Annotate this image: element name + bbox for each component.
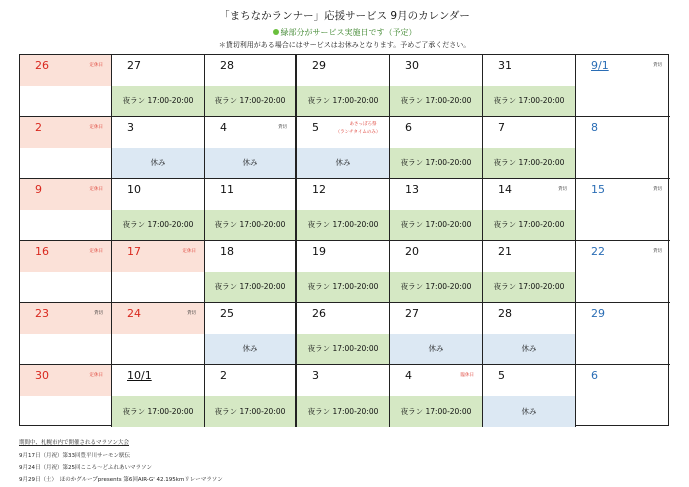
calendar-day-cell (112, 365, 205, 427)
calendar-day-cell (20, 117, 112, 179)
service-day-block: 夜ラン 17:00-20:00 (483, 86, 575, 117)
calendar-day-cell (112, 179, 205, 241)
service-day-block: 夜ラン 17:00-20:00 (205, 396, 295, 427)
day-header (20, 303, 111, 334)
calendar-day-cell (20, 241, 112, 303)
day-header (483, 55, 575, 86)
calendar-day-cell (112, 303, 205, 365)
day-number: 23 (35, 307, 49, 320)
day-number: 10/1 (127, 369, 152, 382)
calendar-day-cell (483, 303, 576, 365)
day-number: 28 (498, 307, 512, 320)
rest-day-block: 休み (297, 148, 389, 179)
day-note-line: （ランチタイムのみ） (335, 130, 381, 135)
day-note (297, 121, 389, 137)
day-number: 15 (591, 183, 605, 196)
calendar-day-cell (297, 241, 390, 303)
service-day-block: 夜ラン 17:00-20:00 (390, 148, 482, 179)
calendar-day-cell (390, 303, 483, 365)
day-number: 26 (312, 307, 326, 320)
service-day-block: 夜ラン 17:00-20:00 (297, 210, 389, 241)
legend-text: 緑部分がサービス実施日です（予定） (280, 28, 417, 37)
calendar-day-cell (390, 365, 483, 427)
day-number: 4 (220, 121, 227, 134)
day-header (576, 365, 670, 396)
calendar-day-cell (483, 241, 576, 303)
calendar-day-cell (205, 179, 297, 241)
green-dot-icon (273, 29, 279, 35)
calendar-day-cell (390, 241, 483, 303)
page-title: 「まちなかランナー」応援サービス 9月のカレンダー (219, 10, 470, 22)
day-header (390, 365, 482, 396)
service-day-block: 夜ラン 17:00-20:00 (297, 396, 389, 427)
day-tag: 定休日 (89, 187, 103, 192)
day-number: 10 (127, 183, 141, 196)
day-number: 19 (312, 245, 326, 258)
day-tag: 定休日 (89, 373, 103, 378)
day-header (576, 55, 670, 86)
day-number: 31 (498, 59, 512, 72)
day-header (576, 117, 670, 148)
day-header (205, 365, 295, 396)
day-header (390, 179, 482, 210)
calendar-day-cell (20, 303, 112, 365)
calendar-day-cell (576, 55, 670, 117)
day-header (483, 303, 575, 334)
day-tag: 貸切 (94, 311, 103, 316)
service-day-block: 夜ラン 17:00-20:00 (205, 272, 295, 303)
day-header (112, 303, 204, 334)
day-number: 8 (591, 121, 598, 134)
service-day-block: 夜ラン 17:00-20:00 (205, 210, 295, 241)
day-number: 6 (591, 369, 598, 382)
service-day-block: 夜ラン 17:00-20:00 (112, 210, 204, 241)
calendar-day-cell (390, 55, 483, 117)
service-day-block: 夜ラン 17:00-20:00 (483, 148, 575, 179)
day-number: 16 (35, 245, 49, 258)
day-number: 9 (35, 183, 42, 196)
day-number: 30 (405, 59, 419, 72)
day-number: 7 (498, 121, 505, 134)
day-header (576, 241, 670, 272)
day-header (20, 365, 111, 396)
day-header (483, 117, 575, 148)
day-number: 12 (312, 183, 326, 196)
day-number: 20 (405, 245, 419, 258)
day-number: 29 (312, 59, 326, 72)
service-day-block: 夜ラン 17:00-20:00 (390, 86, 482, 117)
day-tag: 定休日 (89, 63, 103, 68)
service-day-block: 夜ラン 17:00-20:00 (112, 86, 204, 117)
rest-day-block: 休み (483, 334, 575, 365)
day-header (297, 303, 389, 334)
day-header (20, 55, 111, 86)
calendar-day-cell (20, 55, 112, 117)
rest-day-block: 休み (112, 148, 204, 179)
day-header (297, 241, 389, 272)
rest-day-block: 休み (390, 334, 482, 365)
calendar-day-cell (205, 55, 297, 117)
day-note-line: あさっぽろ祭 (349, 122, 377, 127)
service-day-block: 夜ラン 17:00-20:00 (483, 272, 575, 303)
day-number: 2 (220, 369, 227, 382)
calendar-day-cell (576, 365, 670, 427)
calendar-day-cell (576, 117, 670, 179)
calendar-day-cell (483, 179, 576, 241)
day-header (205, 55, 295, 86)
day-header (483, 365, 575, 396)
day-header (20, 179, 111, 210)
day-header (576, 179, 670, 210)
day-header (390, 55, 482, 86)
footer-event: 9月29日（土） ほのかグループpresents 第6回AIR-G' 42.195kmリレーマラソン (19, 477, 223, 483)
day-tag: 貸切 (278, 125, 287, 130)
day-number: 29 (591, 307, 605, 320)
rest-day-block: 休み (205, 334, 295, 365)
calendar-day-cell (483, 365, 576, 427)
day-number: 24 (127, 307, 141, 320)
day-number: 26 (35, 59, 49, 72)
day-tag: 貸切 (653, 249, 662, 254)
day-header (112, 241, 204, 272)
calendar-day-cell (20, 365, 112, 427)
service-day-block: 夜ラン 17:00-20:00 (390, 210, 482, 241)
day-header (205, 117, 295, 148)
day-number: 30 (35, 369, 49, 382)
service-day-block: 夜ラン 17:00-20:00 (297, 86, 389, 117)
calendar-day-cell (483, 117, 576, 179)
day-header (20, 241, 111, 272)
day-number: 5 (312, 121, 319, 134)
calendar-day-cell (297, 117, 390, 179)
day-number: 9/1 (591, 59, 609, 72)
day-number: 17 (127, 245, 141, 258)
day-number: 2 (35, 121, 42, 134)
day-number: 11 (220, 183, 234, 196)
day-header (576, 303, 670, 334)
day-header (297, 117, 389, 148)
footer-event: 9月17日（月祝）第33回豊平川サーモン駅伝 (19, 453, 130, 459)
calendar-day-cell (205, 241, 297, 303)
service-day-block: 夜ラン 17:00-20:00 (205, 86, 295, 117)
day-header (20, 117, 111, 148)
day-header (297, 179, 389, 210)
day-header (112, 55, 204, 86)
service-day-block: 夜ラン 17:00-20:00 (112, 396, 204, 427)
day-tag: 定休日 (89, 249, 103, 254)
day-header (483, 241, 575, 272)
day-number: 27 (405, 307, 419, 320)
day-number: 25 (220, 307, 234, 320)
day-number: 14 (498, 183, 512, 196)
day-header (112, 365, 204, 396)
day-tag: 定休日 (89, 125, 103, 130)
day-number: 22 (591, 245, 605, 258)
day-number: 18 (220, 245, 234, 258)
rest-day-block: 休み (483, 396, 575, 427)
day-header (205, 303, 295, 334)
day-number: 21 (498, 245, 512, 258)
day-header (297, 365, 389, 396)
day-tag: 臨休日 (460, 373, 474, 378)
service-day-block: 夜ラン 17:00-20:00 (390, 272, 482, 303)
service-day-block: 夜ラン 17:00-20:00 (297, 272, 389, 303)
day-header (390, 303, 482, 334)
calendar-day-cell (390, 179, 483, 241)
day-number: 28 (220, 59, 234, 72)
service-day-block: 夜ラン 17:00-20:00 (390, 396, 482, 427)
calendar-day-cell (297, 365, 390, 427)
calendar-day-cell (576, 241, 670, 303)
calendar-day-cell (205, 365, 297, 427)
calendar-day-cell (576, 303, 670, 365)
legend-line (0, 27, 689, 38)
calendar-day-cell (205, 303, 297, 365)
calendar-day-cell (20, 179, 112, 241)
day-tag: 定休日 (182, 249, 196, 254)
calendar-day-cell (205, 117, 297, 179)
calendar-day-cell (112, 55, 205, 117)
day-tag: 貸切 (653, 63, 662, 68)
day-header (297, 55, 389, 86)
calendar-day-cell (297, 179, 390, 241)
day-number: 13 (405, 183, 419, 196)
day-header (390, 241, 482, 272)
day-number: 6 (405, 121, 412, 134)
day-header (205, 179, 295, 210)
day-tag: 貸切 (187, 311, 196, 316)
calendar-day-cell (112, 117, 205, 179)
service-day-block: 夜ラン 17:00-20:00 (297, 334, 389, 365)
calendar-day-cell (576, 179, 670, 241)
day-header (112, 179, 204, 210)
day-header (205, 241, 295, 272)
day-number: 3 (312, 369, 319, 382)
day-tag: 貸切 (653, 187, 662, 192)
day-number: 3 (127, 121, 134, 134)
day-header (390, 117, 482, 148)
footer-event: 9月24日（月祝）第25回こころ～どふれあいマラソン (19, 465, 152, 471)
day-header (483, 179, 575, 210)
footer-heading: 期間中、札幌市内で開催されるマラソン大会 (19, 440, 130, 446)
calendar-day-cell (297, 303, 390, 365)
day-number: 5 (498, 369, 505, 382)
notice-text: ＊貸切利用がある場合にはサービスはお休みとなります。予めご了承ください。 (218, 41, 471, 49)
rest-day-block: 休み (205, 148, 295, 179)
day-tag: 貸切 (558, 187, 567, 192)
calendar-day-cell (390, 117, 483, 179)
calendar-grid (19, 54, 669, 426)
day-number: 27 (127, 59, 141, 72)
day-number: 4 (405, 369, 412, 382)
day-header (112, 117, 204, 148)
service-day-block: 夜ラン 17:00-20:00 (483, 210, 575, 241)
calendar-day-cell (483, 55, 576, 117)
calendar-day-cell (112, 241, 205, 303)
calendar-day-cell (297, 55, 390, 117)
